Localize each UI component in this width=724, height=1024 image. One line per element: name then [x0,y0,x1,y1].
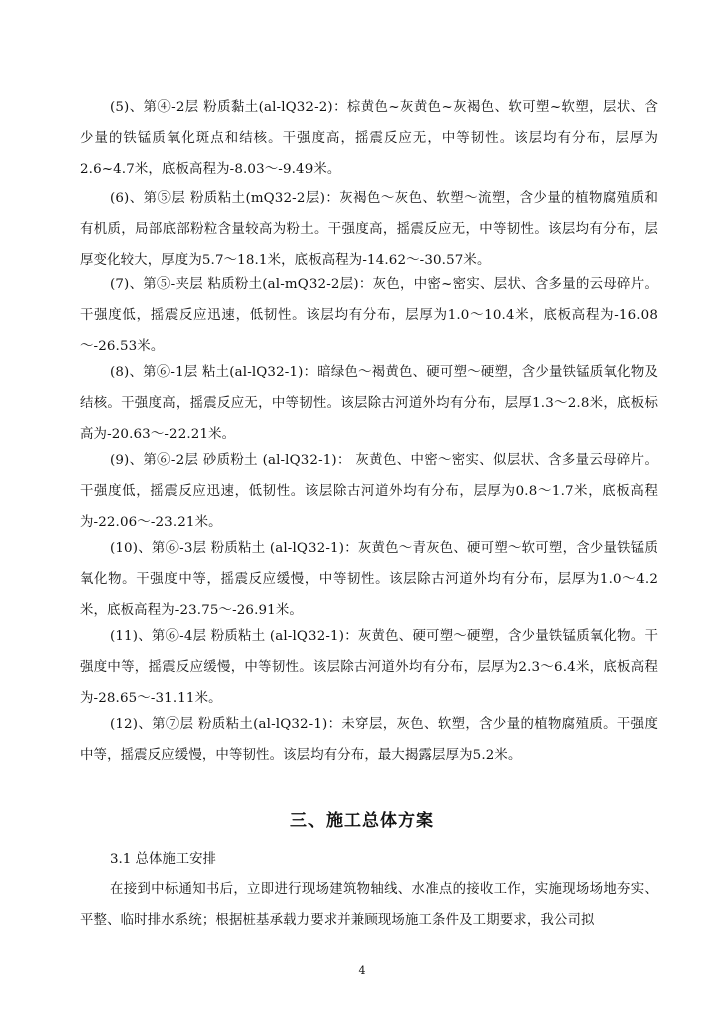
paragraph-layer-5: (6)、第⑤层 粉质粘土(mQ32-2层)：灰褐色～灰色、软塑～流塑，含少量的植物腐殖质和有机质，局部底部粉粒含量较高为粉土。干强度高，摇震反应无，中等韧性。该层均有分布，层厚变化较大，厚度为5.7～18.1米，底板高程为-14.62～-30.57米。 [80,191,658,268]
paragraph-layer-7: (12)、第⑦层 粉质粘土(al-lQ32-1)：未穿层，灰色、软塑，含少量的植物腐殖质。干强度中等，摇震反应缓慢，中等韧性。该层均有分布，最大揭露层厚为5.2米。 [80,717,658,763]
paragraph-construction-plan: 在接到中标通知书后，立即进行现场建筑物轴线、水准点的接收工作，实施现场场地夯实、平整、临时排水系统；根据桩基承载力要求并兼顾现场施工条件及工期要求，我公司拟 [80,882,658,928]
paragraph-layer-6-2: (9)、第⑥-2层 砂质粉土 (al-lQ32-1)： 灰黄色、中密～密实、似层状、含多量云母碎片。干强度低，摇震反应迅速，低韧性。该层除古河道外均有分布，层厚为0.8～1.7米，底板高程为-22.06～-23.21米。 [80,453,658,530]
paragraph-layer-6-4: (11)、第⑥-4层 粉质粘土 (al-lQ32-1)：灰黄色、硬可塑～硬塑，含少量铁锰质氧化物。干强度中等，摇震反应缓慢，中等韧性。该层除古河道外均有分布，层厚为2.3～6.4米，底板高程为-28.65～-31.11米。 [80,629,658,706]
paragraph-layer-5-interlayer: (7)、第⑤-夹层 粘质粉土(al-mQ32-2层)：灰色，中密~密实、层状、含多量的云母碎片。干强度低，摇震反应迅速，低韧性。该层均有分布，层厚为1.0～10.4米，底板高程为-16.08～-26.53米。 [80,277,658,354]
subsection-heading: 3.1 总体施工安排 [110,852,216,867]
paragraph-layer-4-2: (5)、第④-2层 粉质黏土(al-lQ32-2)：棕黄色~灰黄色~灰褐色、软可塑~软塑，层状、含少量的铁锰质氧化斑点和结核。干强度高，摇震反应无，中等韧性。该层均有分布，层厚为2.6~4.7米，底板高程为-8.03～-9.49米。 [80,100,658,177]
page-number: 4 [358,964,366,977]
paragraph-layer-6-1: (8)、第⑥-1层 粘土(al-lQ32-1)：暗绿色～褐黄色、硬可塑～硬塑，含少量铁锰质氧化物及结核。干强度高，摇震反应无，中等韧性。该层除古河道外均有分布，层厚1.3～2.8米，底板标高为-20.63～-22.21米。 [80,365,658,442]
section-heading: 三、施工总体方案 [290,811,434,831]
paragraph-layer-6-3: (10)、第⑥-3层 粉质粘土 (al-lQ32-1)：灰黄色～青灰色、硬可塑～软可塑，含少量铁锰质氧化物。干强度中等，摇震反应缓慢，中等韧性。该层除古河道外均有分布，层厚为1.0～4.2米，底板高程为-23.75～-26.91米。 [80,541,658,618]
